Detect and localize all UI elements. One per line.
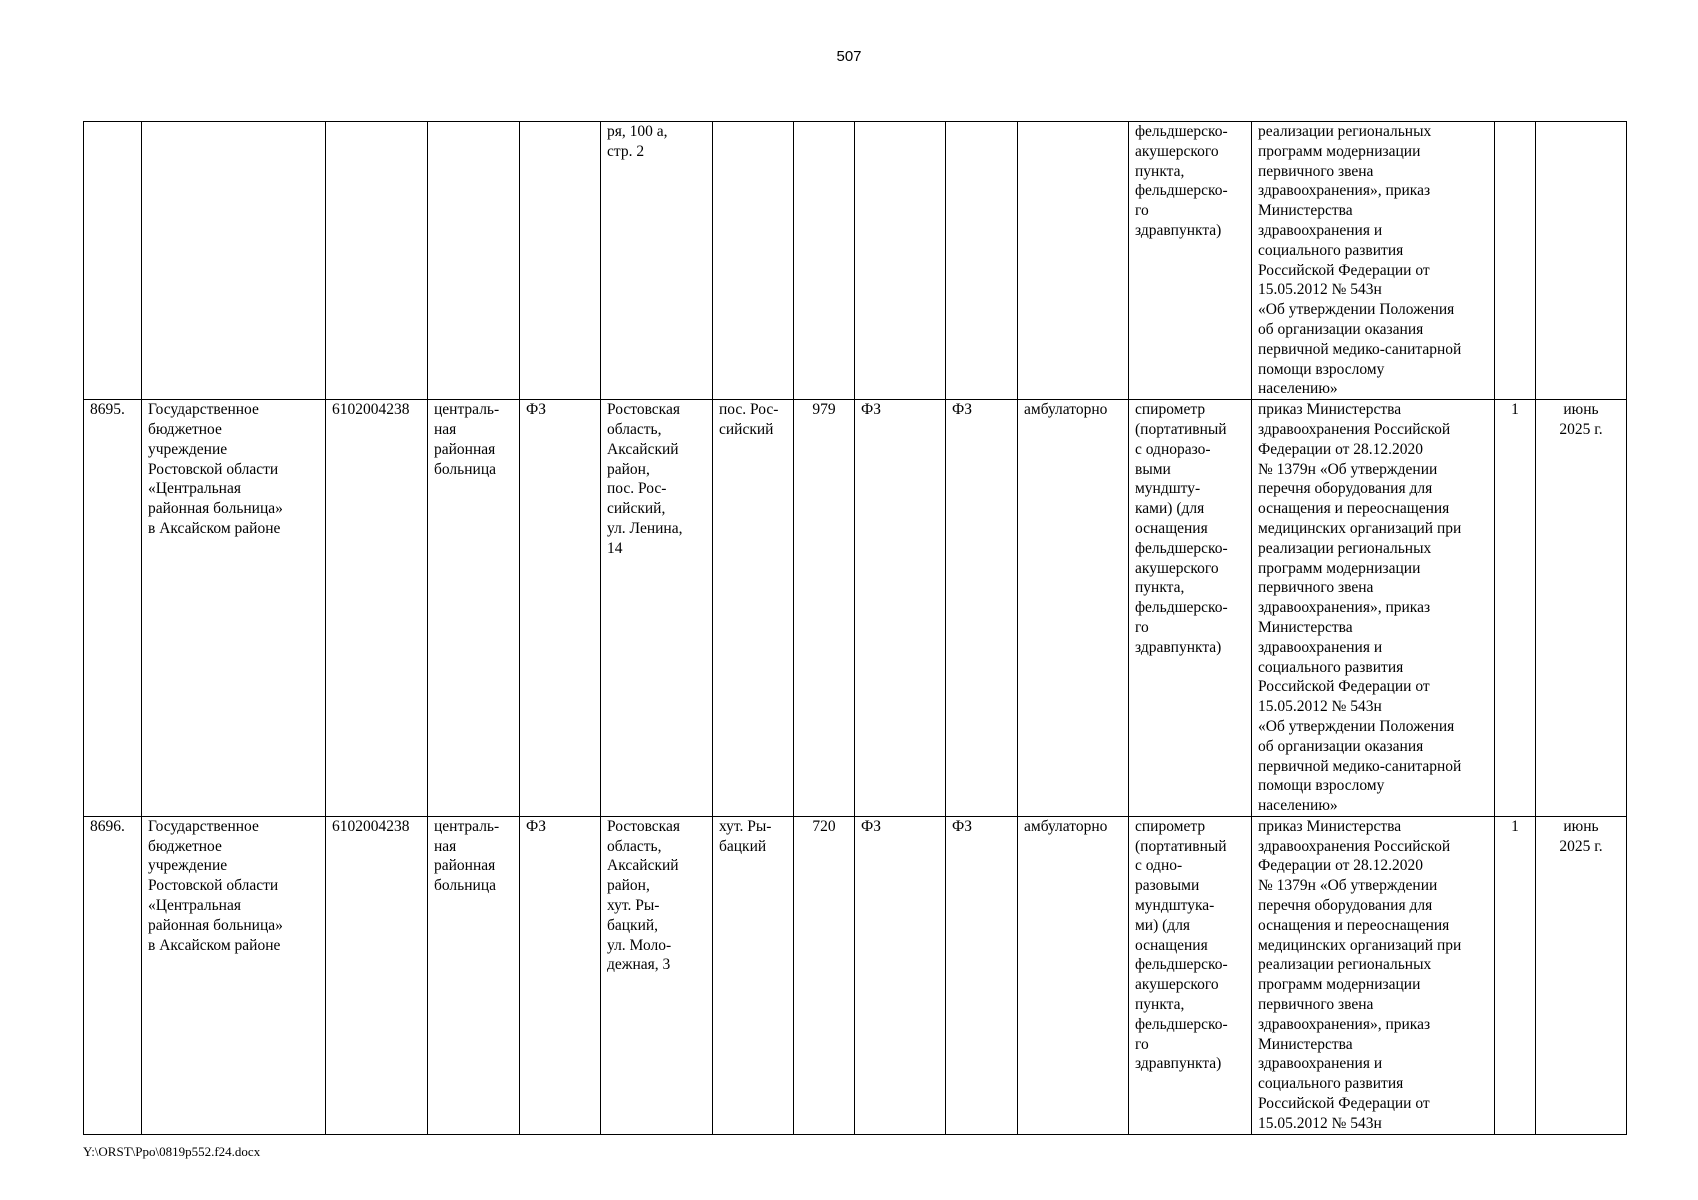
cell-legal-basis: приказ Министерства здравоохранения Российской Федерации от 28.12.2020 № 1379н «Об утверждении перечня оборудования для оснащения и переоснащения медицинских организаций при реализации региональных программ модернизации первичного звена здравоохранения», приказ Министерства здравоохранения и социального развития Российской Федерации от 15.05.2012 № 543н (1252, 816, 1495, 1134)
cell-inn: 6102004238 (326, 816, 428, 1134)
cell-organization (142, 122, 326, 400)
cell-locality (713, 122, 794, 400)
cell-equipment: фельдшерско- акушерского пункта, фельдшерско- го здравпункта) (1129, 122, 1252, 400)
cell-care-form (1018, 122, 1129, 400)
cell-organization: Государственное бюджетное учреждение Ростовской области «Центральная районная больница» в Аксайском районе (142, 816, 326, 1134)
cell-org-type (428, 122, 520, 400)
cell-fz-2: ФЗ (855, 816, 946, 1134)
cell-date: июнь 2025 г. (1536, 400, 1627, 817)
cell-address: ря, 100 а, стр. 2 (601, 122, 713, 400)
cell-population: 720 (794, 816, 855, 1134)
cell-legal-basis: реализации региональных программ модернизации первичного звена здравоохранения», приказ Министерства здравоохранения и социального развития Российской Федерации от 15.05.2012 № 543н «Об утверждении Положения об организации оказания первичной медико-санитарной помощи взрослому населению» (1252, 122, 1495, 400)
cell-address: Ростовская область, Аксайский район, пос. Рос- сийский, ул. Ленина, 14 (601, 400, 713, 817)
cell-fz-1: ФЗ (520, 816, 601, 1134)
equipment-table (83, 121, 1627, 1135)
cell-fz-2: ФЗ (855, 400, 946, 817)
cell-locality: пос. Рос- сийский (713, 400, 794, 817)
cell-address: Ростовская область, Аксайский район, хут. Ры- бацкий, ул. Моло- дежная, 3 (601, 816, 713, 1134)
cell-care-form: амбулаторно (1018, 816, 1129, 1134)
cell-number: 8696. (84, 816, 142, 1134)
cell-quantity (1495, 122, 1536, 400)
cell-equipment: спирометр (портативный с одноразо- выми мундшту- ками) (для оснащения фельдшерско- акушерского пункта, фельдшерско- го здравпункта) (1129, 400, 1252, 817)
cell-organization: Государственное бюджетное учреждение Ростовской области «Центральная районная больница» в Аксайском районе (142, 400, 326, 817)
cell-number (84, 122, 142, 400)
footer-file-path: Y:\ORST\Ppo\0819p552.f24.docx (83, 1144, 261, 1159)
page-number: 507 (836, 48, 862, 65)
table-row (84, 816, 1627, 1134)
cell-population (794, 122, 855, 400)
cell-care-form: амбулаторно (1018, 400, 1129, 817)
cell-legal-basis: приказ Министерства здравоохранения Российской Федерации от 28.12.2020 № 1379н «Об утверждении перечня оборудования для оснащения и переоснащения медицинских организаций при реализации региональных программ модернизации первичного звена здравоохранения», приказ Министерства здравоохранения и социального развития Российской Федерации от 15.05.2012 № 543н «Об утверждении Положения об организации оказания первичной медико-санитарной помощи взрослому населению» (1252, 400, 1495, 817)
table-row (84, 122, 1627, 400)
cell-quantity: 1 (1495, 400, 1536, 817)
cell-inn: 6102004238 (326, 400, 428, 817)
cell-org-type: централь- ная районная больница (428, 400, 520, 817)
cell-org-type: централь- ная районная больница (428, 816, 520, 1134)
cell-fz-3 (946, 122, 1018, 400)
cell-fz-2 (855, 122, 946, 400)
cell-date: июнь 2025 г. (1536, 816, 1627, 1134)
cell-quantity: 1 (1495, 816, 1536, 1134)
cell-locality: хут. Ры- бацкий (713, 816, 794, 1134)
table-row (84, 400, 1627, 817)
cell-number: 8695. (84, 400, 142, 817)
cell-equipment: спирометр (портативный с одно- разовыми мундштука- ми) (для оснащения фельдшерско- акушерского пункта, фельдшерско- го здравпункта) (1129, 816, 1252, 1134)
cell-fz-3: ФЗ (946, 816, 1018, 1134)
cell-fz-1 (520, 122, 601, 400)
cell-date (1536, 122, 1627, 400)
cell-population: 979 (794, 400, 855, 817)
cell-fz-1: ФЗ (520, 400, 601, 817)
cell-fz-3: ФЗ (946, 400, 1018, 817)
cell-inn (326, 122, 428, 400)
